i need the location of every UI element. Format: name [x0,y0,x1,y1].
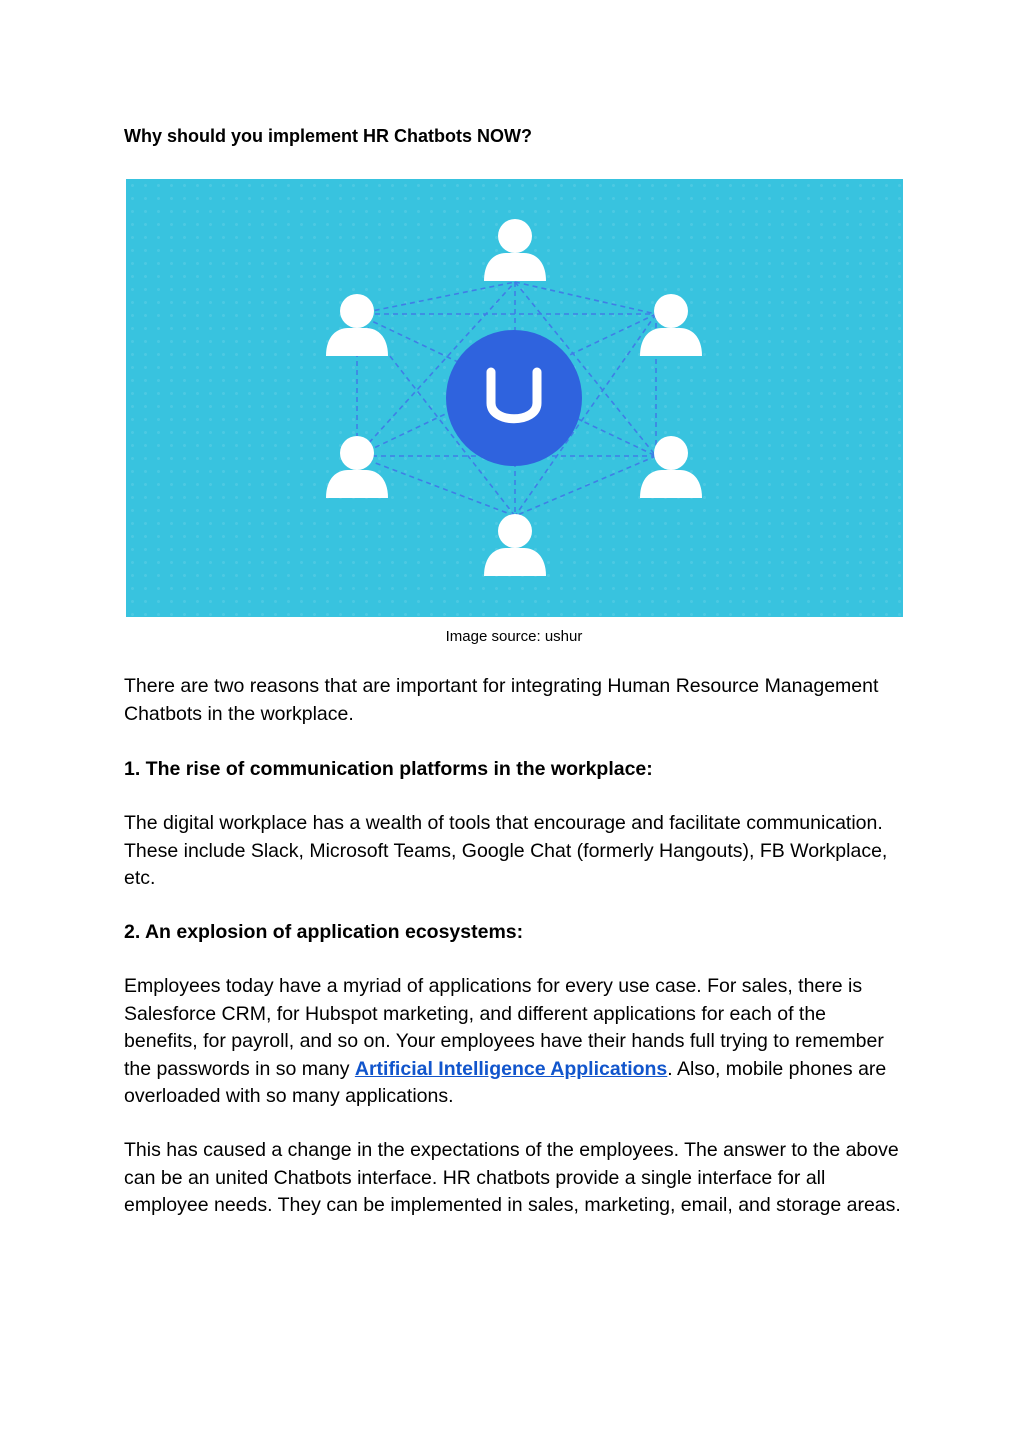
section-2-paragraph [124,973,904,1111]
document-title: Why should you implement HR Chatbots NOW? [124,126,532,146]
hr-chatbot-network-image [126,179,903,617]
center-label: U [513,406,515,408]
person-icon-upper-right [640,294,702,356]
section-2-heading: 2. An explosion of application ecosystems: [124,921,524,943]
person-icon-bottom [484,514,546,576]
person-icon-upper-left [326,294,388,356]
ushur-logo-circle [446,330,582,466]
network-illustration [126,179,903,617]
section-1-paragraph: The digital workplace has a wealth of tools that encourage and facilitate communication. These include Slack, Microsoft Teams, Google Chat (formerly Hangouts), FB Workplace, etc. [124,812,888,890]
section-2-text-after-link: . Also, mobile phones are overloaded with so many applications. [124,1057,887,1108]
ai-applications-link[interactable]: Artificial Intelligence Applications [354,1057,668,1080]
image-caption: Image source: ushur [445,628,583,645]
person-icon-top [484,219,546,281]
section-2-text-before-link: Employees today have a myriad of applications for every use case. For sales, there is Salesforce CRM, for Hubspot marketing, and different applications for each of the benefits, for payroll, and so on. Your employees have their hands full trying to remember the passwords in so many [124,975,884,1080]
section-1-heading: 1. The rise of communication platforms in the workplace: [124,758,653,780]
person-icon-lower-right [640,436,702,498]
intro-paragraph: There are two reasons that are important for integrating Human Resource Management Chatbots in the workplace. [124,675,879,725]
closing-paragraph: This has caused a change in the expectations of the employees. The answer to the above can be an united Chatbots interface. HR chatbots provide a single interface for all employee needs. They can be implemented in sales, marketing, email, and storage areas. [124,1139,901,1217]
